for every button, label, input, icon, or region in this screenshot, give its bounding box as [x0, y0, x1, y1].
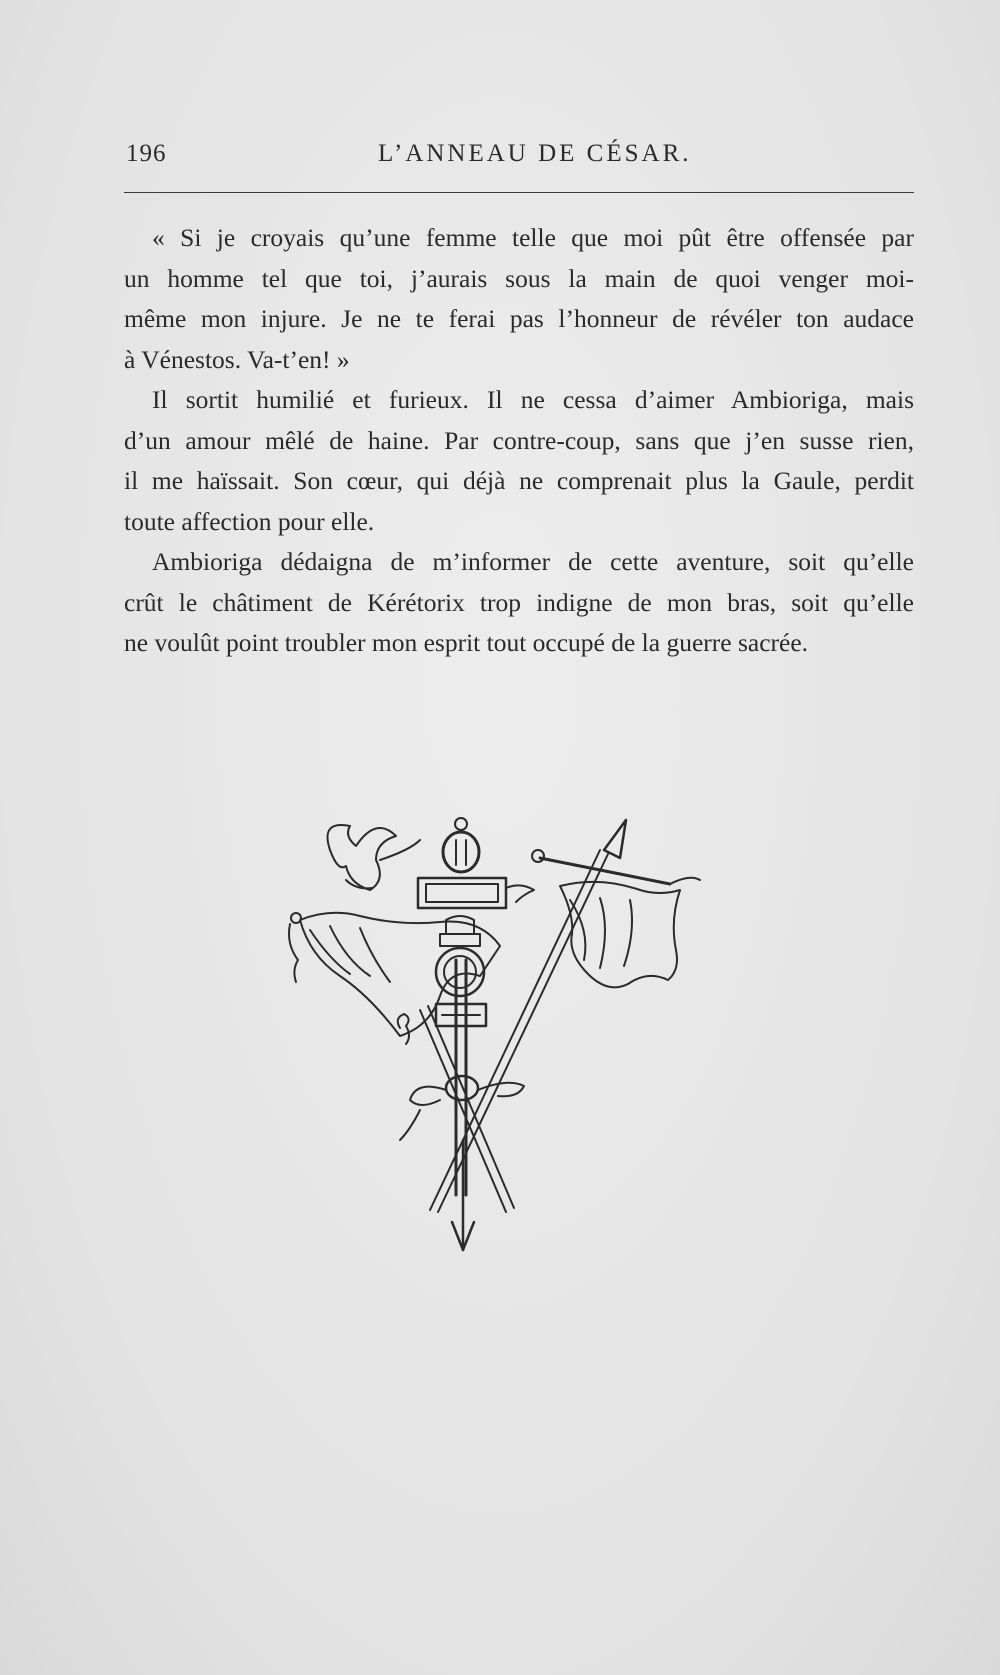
running-title: L’ANNEAU DE CÉSAR.	[378, 140, 692, 167]
text-line: « Si je croyais qu’une femme telle que moi pût être offensée par	[152, 223, 914, 252]
text-line: il me haïssait. Son cœur, qui déjà ne comprenait plus la Gaule, perdit	[124, 466, 914, 495]
text-line: crût le châtiment de Kérétorix trop indigne de mon bras, soit qu’elle	[124, 587, 914, 617]
roman-standards-vignette-icon	[270, 810, 740, 1255]
body-text	[124, 218, 914, 664]
text-line: un homme tel que toi, j’aurais sous la main de quoi venger moi-	[124, 263, 914, 293]
header-rule	[124, 192, 914, 193]
page-header	[124, 140, 914, 174]
text-line: Ambioriga dédaigna de m’informer de cette aventure, soit qu’elle	[152, 547, 914, 576]
text-line: Il sortit humilié et furieux. Il ne cessa d’aimer Ambioriga, mais	[152, 385, 914, 414]
text-line: d’un amour mêlé de haine. Par contre-coup, sans que j’en susse rien,	[124, 425, 914, 455]
text-line: ne voulût point troubler mon esprit tout occupé de la guerre sacrée.	[124, 628, 809, 657]
text-line: toute affection pour elle.	[124, 506, 375, 536]
text-line: même mon injure. Je ne te ferai pas l’honneur de révéler ton audace	[124, 304, 914, 333]
page-number: 196	[126, 140, 167, 167]
text-line: à Vénestos. Va-t’en! »	[124, 344, 350, 374]
